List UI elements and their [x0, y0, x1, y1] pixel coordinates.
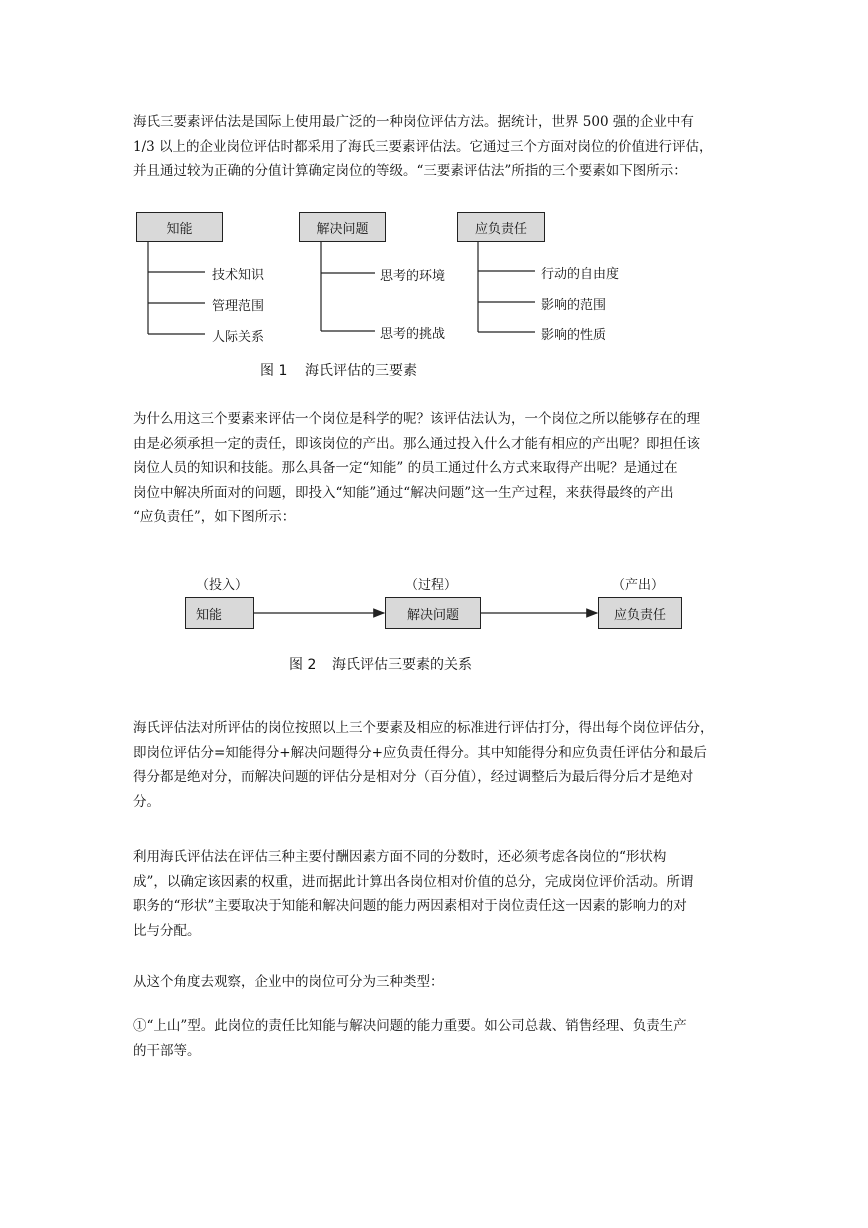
figure-2-caption-text: 海氏评估三要素的关系 [332, 657, 472, 673]
figure-1-caption-text: 海氏评估的三要素 [305, 363, 417, 379]
text-line: 由是必须承担一定的责任，即该岗位的产出。那么通过投入什么才能有相应的产出呢？即担任该 [133, 435, 700, 452]
stage-label-process: （过程） [405, 578, 458, 593]
item-label: 技术知识 [212, 268, 265, 283]
text-line: 比与分配。 [133, 922, 201, 939]
text-line: 分。 [133, 793, 160, 810]
text-line: 的干部等。 [133, 1042, 201, 1059]
text-line: 职务的“形状”主要取决于知能和解决问题的能力两因素相对于岗位责任这一因素的影响力的对 [133, 898, 687, 914]
text-line: 为什么用这三个要素来评估一个岗位是科学的呢？该评估法认为，一个岗位之所以能够存在的理 [133, 411, 700, 427]
text-line: 岗位中解决所面对的问题，即投入“知能”通过“解决问题”这一生产过程，来获得最终的产出 [133, 484, 674, 501]
figure-1-caption-number: 图 1 [260, 363, 288, 379]
item-label: 管理范围 [212, 299, 265, 314]
item-label: 行动的自由度 [541, 267, 620, 282]
text-line: 海氏评估法对所评估的岗位按照以上三个要素及相应的标准进行评估打分，得出每个岗位评估分， [133, 720, 714, 736]
text-line: 岗位人员的知识和技能。那么具备一定“知能” 的员工通过什么方式来取得产出呢？是通过在 [133, 460, 678, 476]
box-yingfu-zeren: 应负责任 [457, 212, 545, 242]
box-jiejue-wenti: 解决问题 [299, 212, 386, 242]
item-label: 思考的环境 [380, 269, 446, 284]
text-line: ①“上山”型。此岗位的责任比知能与解决问题的能力重要。如公司总裁、销售经理、负责生产 [133, 1018, 687, 1034]
paragraph-5 [133, 970, 743, 995]
paragraph-3 [133, 716, 743, 814]
text-line: 即岗位评估分=知能得分+解决问题得分+应负责任得分。其中知能得分和应负责任评估分和最后 [133, 744, 707, 761]
text-line: 利用海氏评估法在评估三种主要付酬因素方面不同的分数时，还必须考虑各岗位的“形状构 [133, 849, 667, 865]
text-line: 得分都是绝对分，而解决问题的评估分是相对分（百分值），经过调整后为最后得分后才是绝对 [133, 769, 694, 785]
stage-label-input: （投入） [196, 578, 249, 593]
box-zhineng: 知能 [136, 212, 223, 242]
item-label: 影响的性质 [541, 328, 607, 343]
item-label: 人际关系 [212, 330, 265, 345]
box-input-zhineng: 知能 [185, 597, 254, 629]
text-line: 1/3 以上的企业岗位评估时都采用了海氏三要素评估法。它通过三个方面对岗位的价值进行评估， [133, 138, 713, 155]
paragraph-6 [133, 1014, 743, 1063]
box-output-zeren: 应负责任 [598, 597, 682, 629]
figure-2-caption-number: 图 2 [289, 657, 317, 673]
item-label: 影响的范围 [541, 298, 607, 313]
item-label: 思考的挑战 [380, 327, 446, 342]
text-line: 从这个角度去观察，企业中的岗位可分为三种类型： [133, 974, 444, 990]
box-process-jiejue: 解决问题 [385, 597, 481, 629]
text-line: 海氏三要素评估法是国际上使用最广泛的一种岗位评估方法。据统计，世界 500 强的企业中有 [133, 114, 694, 130]
text-line: 并且通过较为正确的分值计算确定岗位的等级。“三要素评估法”所指的三个要素如下图所示： [133, 163, 687, 179]
text-line: 成”，以确定该因素的权重，进而据此计算出各岗位相对价值的总分，完成岗位评价活动。所谓 [133, 873, 694, 890]
stage-label-output: （产出） [612, 578, 665, 593]
paragraph-4 [133, 845, 743, 943]
text-line: “应负责任”，如下图所示： [133, 509, 296, 525]
